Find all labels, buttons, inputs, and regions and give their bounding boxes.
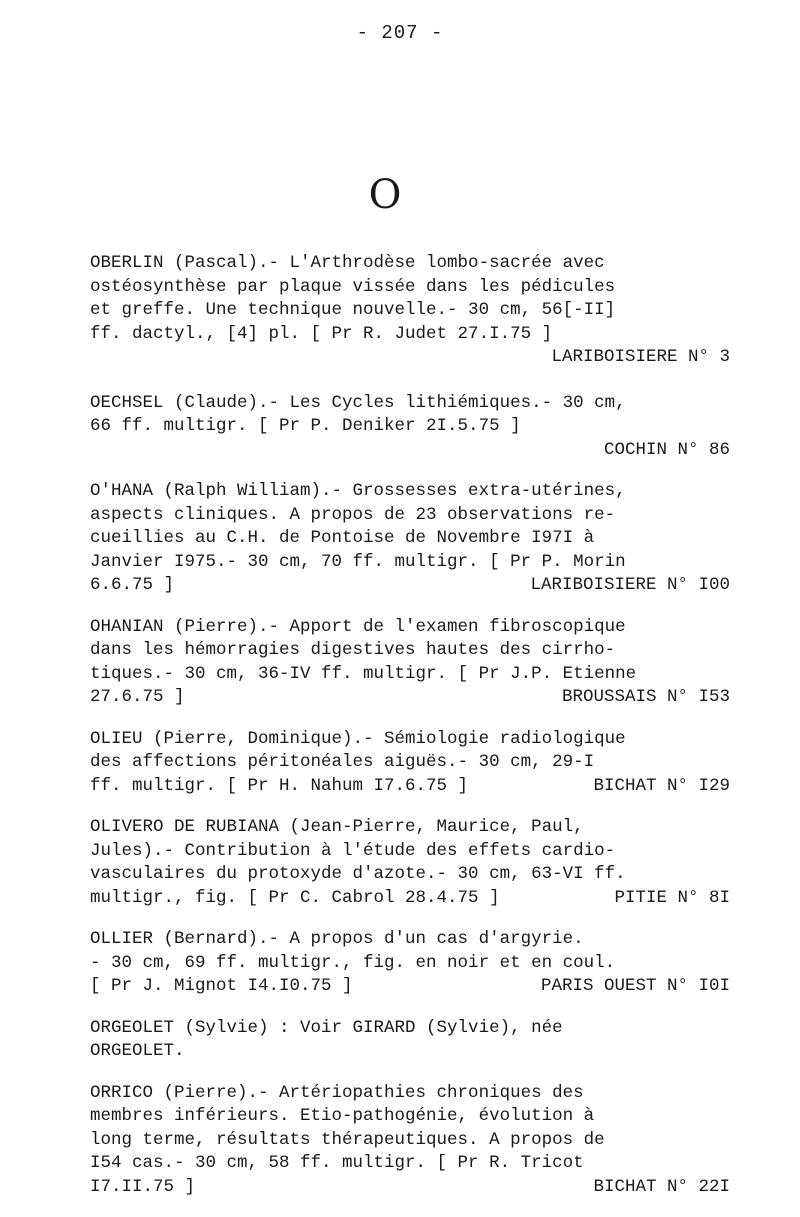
entry-ohanian [90, 616, 730, 710]
entry-location: PITIE N° 8I [614, 887, 730, 908]
entry-ollier [90, 928, 730, 999]
entry-line: ORGEOLET (Sylvie) : Voir GIRARD (Sylvie), née [90, 1017, 563, 1038]
entry-location: BICHAT N° I29 [593, 775, 730, 796]
entry-line: OHANIAN (Pierre).- Apport de l'examen fibroscopique [90, 616, 626, 637]
entry-orrico [90, 1082, 730, 1200]
entry-line: OLIVERO DE RUBIANA (Jean-Pierre, Maurice, Paul, [90, 817, 584, 837]
entry-olivero-de-rubiana [90, 816, 730, 910]
entry-orgeolet [90, 1017, 730, 1064]
entry-line: ff. multigr. [ Pr H. Nahum I7.6.75 ] [90, 775, 469, 796]
section-letter: O [368, 172, 402, 218]
entry-line: ff. dactyl., [4] pl. [ Pr R. Judet 27.I.75 ] [90, 323, 553, 344]
entry-location: BROUSSAIS N° I53 [561, 687, 730, 707]
entry-location: BICHAT N° 22I [593, 1176, 730, 1197]
entry-line: dans les hémorragies digestives hautes des cirrho- [90, 640, 616, 660]
entry-line: des affections péritonéales aiguës.- 30 cm, 29-I [90, 752, 595, 772]
entry-line: Jules).- Contribution à l'étude des effets cardio- [90, 840, 616, 861]
entry-line: - 30 cm, 69 ff. multigr., fig. en noir et en coul. [90, 952, 616, 973]
entry-line: multigr., fig. [ Pr C. Cabrol 28.4.75 ] [90, 887, 500, 908]
entry-location: LARIBOISIERE N° I00 [530, 575, 730, 595]
entry-location: COCHIN N° 86 [603, 439, 730, 460]
entry-line: et greffe. Une technique nouvelle.- 30 cm, 56[-II] [90, 300, 616, 320]
entry-line: ostéosynthèse par plaque vissée dans les pédicules [90, 276, 616, 297]
bibliography-entries [90, 252, 730, 1217]
entry-line: cueillies au C.H. de Pontoise de Novembre I97I à [90, 528, 595, 548]
entry-line: aspects cliniques. A propos de 23 observations re- [90, 504, 616, 525]
entry-line: OBERLIN (Pascal).- L'Arthrodèse lombo-sacrée avec [90, 253, 605, 273]
entry-oechsel [90, 392, 730, 463]
entry-line: membres inférieurs. Etio-pathogénie, évolution à [90, 1106, 595, 1126]
entry-line: I54 cas.- 30 cm, 58 ff. multigr. [ Pr R. Tricot [90, 1153, 584, 1173]
entry-final-line [90, 775, 730, 799]
entry-final-line [90, 887, 730, 911]
entry-line: Janvier I975.- 30 cm, 70 ff. multigr. [ Pr P. Morin [90, 551, 626, 572]
entry-line: 6.6.75 ] [90, 575, 175, 595]
entry-final-line [90, 574, 730, 598]
entry-line: vasculaires du protoxyde d'azote.- 30 cm, 63-VI ff. [90, 864, 626, 884]
entry-line: OLLIER (Bernard).- A propos d'un cas d'argyrie. [90, 929, 584, 949]
entry-line: OLIEU (Pierre, Dominique).- Sémiologie radiologique [90, 728, 626, 749]
entry-line: [ Pr J. Mignot I4.I0.75 ] [90, 976, 353, 996]
entry-line: O'HANA (Ralph William).- Grossesses extra-utérines, [90, 481, 626, 501]
entry-line: long terme, résultats thérapeutiques. A propos de [90, 1129, 605, 1150]
entry-final-line [90, 686, 730, 710]
entry-oberlin [90, 252, 730, 370]
entry-line: tiques.- 30 cm, 36-IV ff. multigr. [ Pr J.P. Etienne [90, 663, 637, 684]
entry-line: OECHSEL (Claude).- Les Cycles lithiémiques.- 30 cm, [90, 392, 626, 413]
entry-line: 66 ff. multigr. [ Pr P. Deniker 2I.5.75 ] [90, 416, 521, 436]
entry-location: LARIBOISIERE N° 3 [551, 347, 730, 367]
entry-line: 27.6.75 ] [90, 687, 185, 707]
page-number: - 207 - [356, 22, 444, 44]
entry-line: I7.II.75 ] [90, 1176, 196, 1197]
entry-location: PARIS OUEST N° I0I [540, 976, 730, 996]
entry-final-line [90, 1176, 730, 1200]
entry-olieu [90, 728, 730, 799]
entry-final-line [90, 975, 730, 999]
entry-ohana [90, 480, 730, 598]
entry-line: ORRICO (Pierre).- Artériopathies chroniques des [90, 1082, 584, 1103]
entry-line: ORGEOLET. [90, 1041, 185, 1061]
